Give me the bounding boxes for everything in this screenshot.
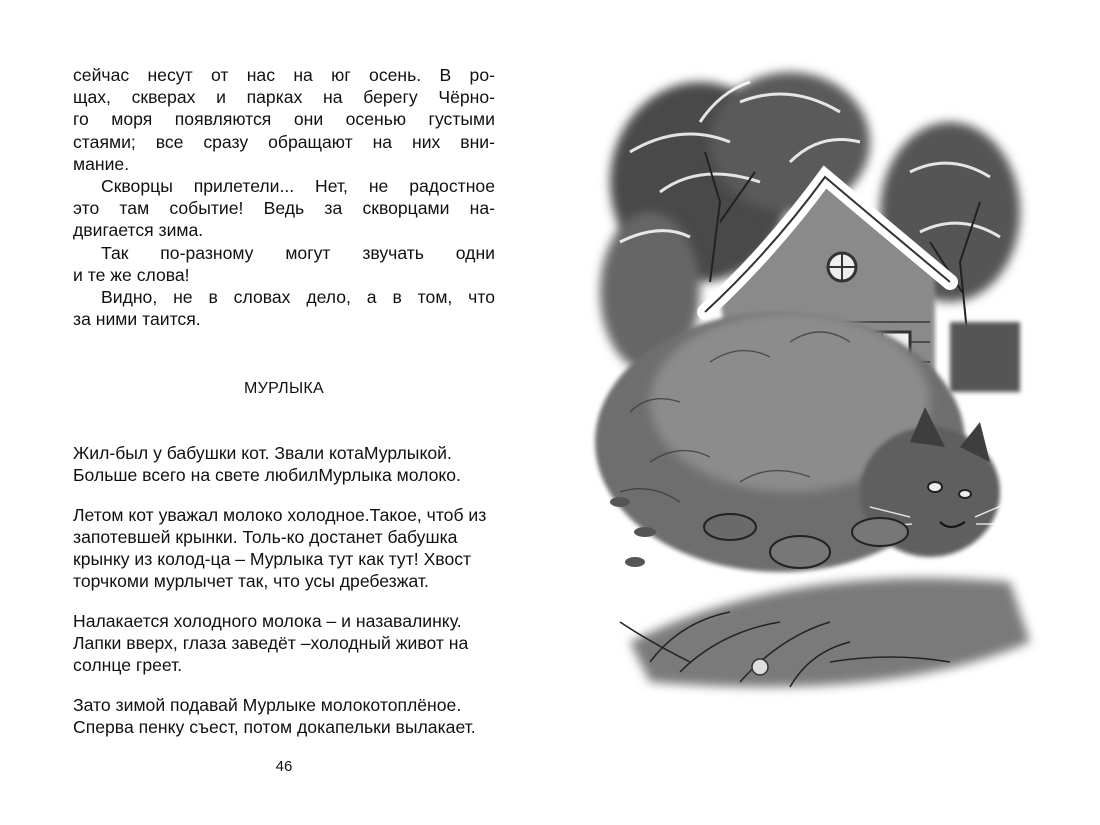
text-line: топлёное. Сперва пенку съест, потом до — [73, 695, 462, 738]
section-title: МУРЛЫКА — [243, 380, 325, 397]
text-line: Скворцы прилетели... Нет, не радостное — [101, 176, 495, 197]
text-line: Так по-разному могут звучать одни — [101, 242, 495, 263]
text-line: щах, скверах и парках на берегу Чёрно- — [73, 87, 495, 108]
paragraph — [73, 175, 495, 242]
paragraph — [73, 504, 495, 593]
text-line: двигается зима. — [73, 220, 204, 241]
paragraph — [73, 442, 495, 486]
text-line: го моря появляются они осенью густыми — [73, 109, 495, 130]
intro-text — [73, 64, 495, 330]
text-line: ко достанет бабушка крынку из колод- — [73, 526, 458, 569]
text-line: капельки вылакает. — [317, 717, 476, 738]
text-line: Летом кот уважал молоко холодное. — [73, 504, 370, 525]
text-line: сейчас несут от нас на юг осень. В ро- — [73, 65, 495, 85]
text-line: Жил-был у бабушки кот. Звали кота — [73, 442, 364, 463]
text-line: завалинку. Лапки вверх, глаза заведёт – — [73, 611, 462, 654]
text-line: мание. — [73, 153, 130, 174]
text-line: и те же слова! — [73, 264, 190, 285]
paragraph — [73, 64, 495, 175]
paragraph — [73, 694, 495, 738]
paragraph — [73, 610, 495, 677]
page-number: 46 — [275, 758, 293, 775]
text-line: Такое, чтоб из запотевшей крынки. Толь- — [73, 504, 487, 547]
text-line: стаями; все сразу обращают на них вни- — [73, 131, 495, 152]
text-line: Мурлыка молоко. — [318, 464, 461, 485]
paragraph — [73, 286, 495, 330]
text-line: и мурлычет так, что усы дребезжат. — [139, 571, 429, 592]
text-line: Налакается холодного молока – и на — [73, 611, 376, 631]
text-line: ца – Мурлыка тут как тут! Хвост торчком — [73, 549, 472, 592]
paragraph — [73, 242, 495, 286]
text-line: Мурлыкой. Больше всего на свете любил — [73, 442, 452, 485]
text-line: за ними таится. — [73, 309, 201, 330]
story-text — [73, 424, 495, 756]
text-line: Видно, не в словах дело, а в том, что — [101, 287, 495, 308]
text-line: Зато зимой подавай Мурлыке молоко — [73, 695, 380, 716]
text-line: холодный живот на солнце греет. — [73, 633, 469, 676]
text-line: это там событие! Ведь за скворцами на- — [73, 198, 495, 219]
cat-by-hut-illustration — [590, 62, 1050, 722]
